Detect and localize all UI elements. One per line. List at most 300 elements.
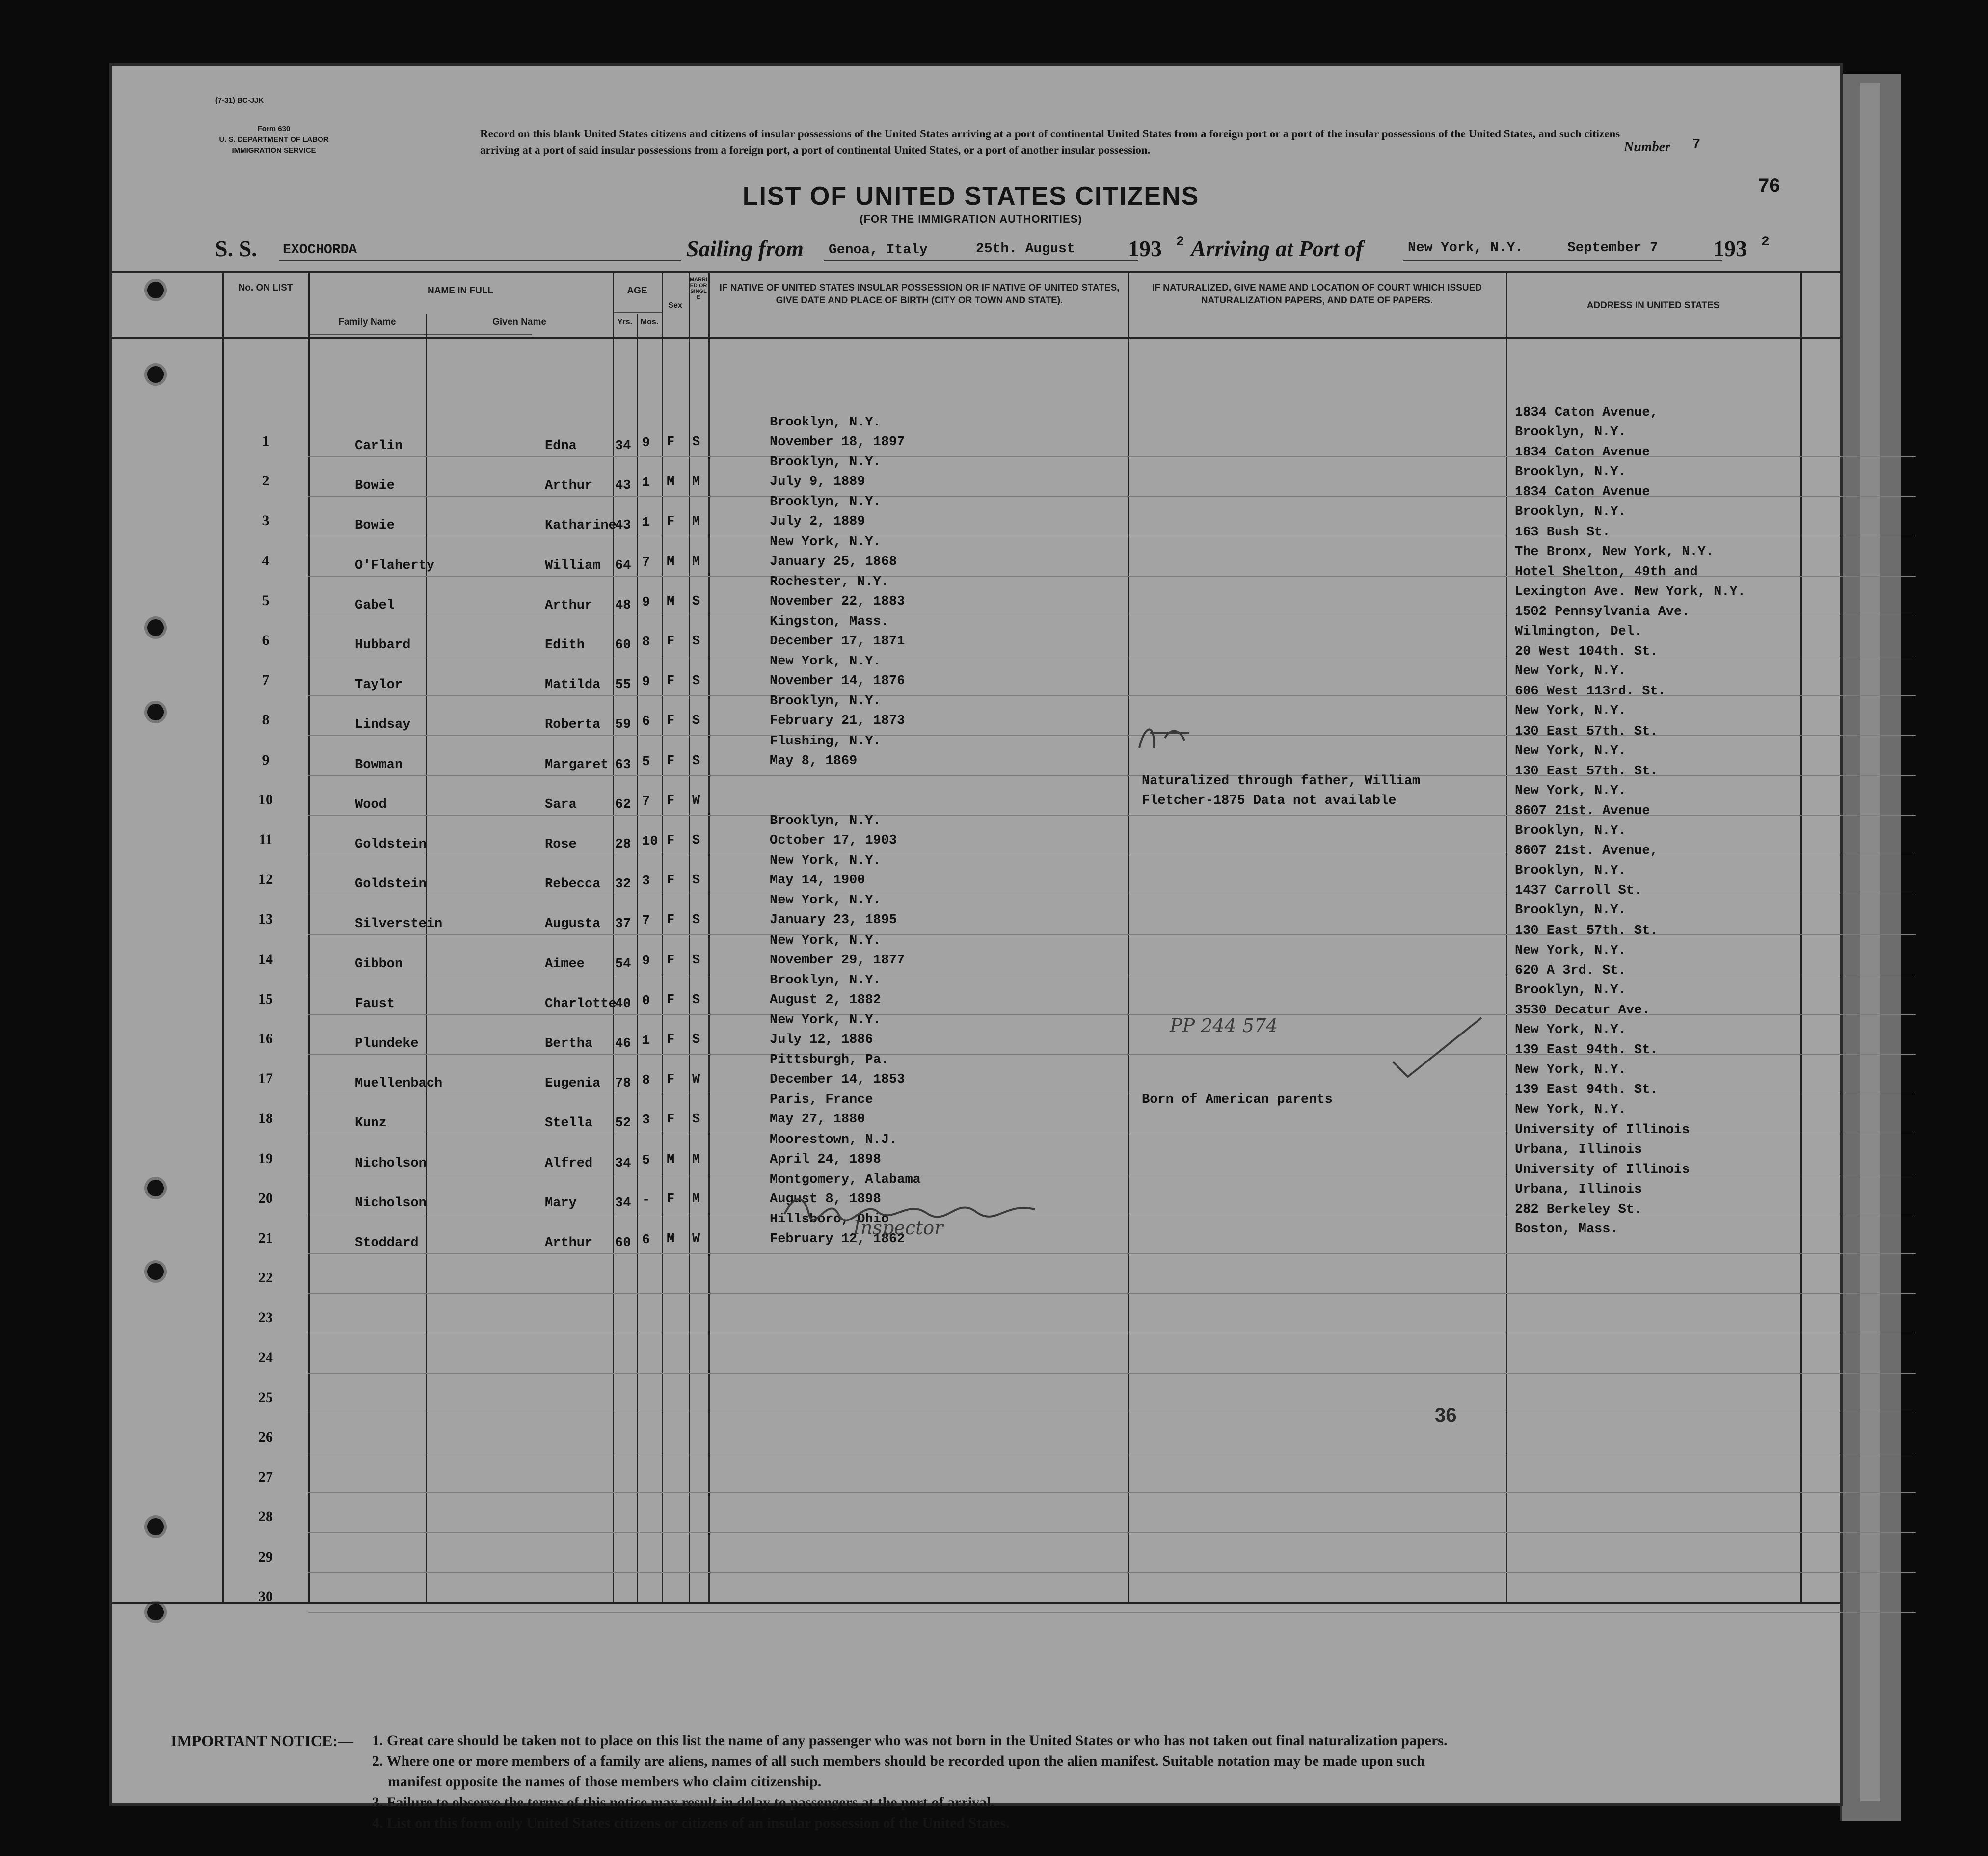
age-months-cell: 9	[642, 675, 650, 690]
age-years-cell: 55	[615, 678, 631, 693]
row-rule	[308, 1014, 1916, 1015]
age-months-cell: 9	[642, 954, 650, 969]
row-rule	[308, 1293, 1916, 1294]
age-months-cell: 8	[642, 635, 650, 650]
notice-item-2: 2. Where one or more members of a family are aliens, names of all such members should be recorded upon the alien manifest. Suitable notation may be made upon such	[372, 1753, 1425, 1769]
birth-date-cell: November 29, 1877	[770, 953, 905, 968]
sex-cell: M	[667, 554, 675, 569]
row-number: 19	[258, 1150, 273, 1167]
family-name-cell: Plundeke	[355, 1036, 419, 1051]
row-number: 25	[258, 1389, 273, 1405]
age-years-cell: 34	[615, 1195, 631, 1211]
given-name-cell: Edith	[545, 638, 585, 653]
col-divider	[308, 271, 310, 1602]
row-rule	[308, 815, 1916, 816]
age-months-cell: 0	[642, 993, 650, 1008]
name-subheader-rule	[308, 334, 532, 335]
row-number: 1	[262, 433, 269, 449]
page-number: 76	[1758, 175, 1780, 196]
sex-cell: F	[667, 435, 675, 450]
row-number: 7	[262, 672, 269, 689]
sex-cell: F	[667, 953, 675, 968]
marital-status-cell: S	[692, 1033, 700, 1047]
sex-cell: F	[667, 793, 675, 808]
sex-cell: F	[667, 873, 675, 888]
adjacent-page-edge-inner	[1860, 83, 1880, 1801]
sex-cell: M	[667, 475, 675, 490]
birth-date-cell: January 25, 1868	[770, 554, 897, 569]
page-title: LIST OF UNITED STATES CITIZENS	[742, 182, 1200, 211]
row-number: 6	[262, 632, 269, 648]
binder-hole	[147, 1180, 164, 1196]
header-mos: Mos.	[640, 318, 659, 326]
age-months-cell: 7	[642, 794, 650, 809]
row-number: 4	[262, 552, 269, 569]
row-number: 11	[258, 831, 273, 848]
sex-cell: M	[667, 1152, 675, 1167]
header-given-name: Given Name	[492, 317, 546, 327]
page-stamp: 36	[1435, 1405, 1457, 1426]
age-months-cell: 1	[642, 515, 650, 530]
family-name-cell: Carlin	[355, 439, 403, 453]
given-name-cell: Aimee	[545, 956, 585, 972]
sex-cell: F	[667, 992, 675, 1008]
age-years-cell: 40	[615, 996, 631, 1011]
birth-date-cell: May 27, 1880	[770, 1112, 865, 1127]
address-line-1-cell: 139 East 94th. St.	[1515, 1083, 1658, 1098]
marital-status-cell: S	[692, 953, 700, 968]
birth-date-cell: May 14, 1900	[770, 873, 865, 888]
age-years-cell: 34	[615, 1156, 631, 1171]
age-years-cell: 48	[615, 598, 631, 613]
row-number: 24	[258, 1349, 273, 1366]
row-number: 22	[258, 1270, 273, 1286]
given-name-cell: Katharine	[545, 518, 617, 533]
ship-name: EXOCHORDA	[283, 242, 357, 258]
given-name-cell: Eugenia	[545, 1076, 601, 1091]
sail-year-prefix: 193	[1128, 236, 1162, 261]
row-number: 15	[258, 990, 273, 1007]
notice-item-4: 4. List on this form only United States citizens or citizens of an insular possession of the United States.	[372, 1815, 1010, 1831]
row-number: 3	[262, 512, 269, 529]
row-number: 13	[258, 911, 273, 928]
marital-status-cell: S	[692, 435, 700, 450]
address-line-2-cell: Brooklyn, N.Y.	[1515, 504, 1626, 520]
birth-date-cell: July 9, 1889	[770, 475, 865, 490]
family-name-cell: Faust	[355, 996, 395, 1011]
row-number: 8	[262, 712, 269, 728]
arrival-year-prefix: 193	[1713, 236, 1747, 261]
age-years-cell: 60	[615, 638, 631, 653]
sex-cell: F	[667, 1033, 675, 1047]
address-line-2-cell: New York, N.Y.	[1515, 943, 1626, 958]
address-line-2-cell: New York, N.Y.	[1515, 704, 1626, 719]
header-name-in-full: NAME IN FULL	[427, 286, 494, 296]
row-number: 16	[258, 1031, 273, 1047]
given-name-cell: Rose	[545, 837, 577, 852]
family-name-cell: Bowie	[355, 478, 395, 494]
age-years-cell: 43	[615, 478, 631, 494]
sex-cell: F	[667, 753, 675, 769]
birth-date-cell: December 17, 1871	[770, 634, 905, 649]
birth-place-cell: Brooklyn, N.Y.	[770, 495, 881, 510]
record-instructions: Record on this blank United States citizens and citizens of insular possessions of the United States arriving at a port of continental United States from a foreign port or a port of the insular possessions of the United States, and such citizens arriving at a port of said insular possessions from a foreign port, a port of continental United States, or a port of another insular possession.	[480, 128, 1620, 156]
age-months-cell: 5	[642, 1153, 650, 1168]
family-name-cell: Hubbard	[355, 638, 411, 653]
binder-hole	[147, 366, 164, 383]
row-number: 21	[258, 1230, 273, 1246]
age-months-cell: 1	[642, 476, 650, 491]
number-value: 7	[1692, 137, 1701, 152]
address-line-1-cell: 139 East 94th. St.	[1515, 1043, 1658, 1058]
col-divider	[662, 271, 663, 1602]
given-name-cell: Mary	[545, 1195, 577, 1211]
arrival-date: September 7	[1567, 240, 1658, 256]
row-rule	[308, 695, 1916, 696]
table-top-border	[112, 271, 1840, 273]
family-name-cell: Bowie	[355, 518, 395, 533]
birth-date-cell: April 24, 1898	[770, 1152, 881, 1167]
row-number: 28	[258, 1509, 273, 1525]
row-number: 30	[258, 1588, 273, 1605]
given-name-cell: Augusta	[545, 917, 601, 932]
family-name-cell: Goldstein	[355, 837, 427, 852]
address-line-1-cell: 1834 Caton Avenue	[1515, 445, 1650, 460]
birth-place-cell: Brooklyn, N.Y.	[770, 415, 881, 430]
age-years-cell: 54	[615, 956, 631, 972]
age-months-cell: 7	[642, 555, 650, 570]
given-name-cell: William	[545, 558, 601, 573]
address-line-2-cell: Brooklyn, N.Y.	[1515, 903, 1626, 918]
col-divider	[637, 314, 638, 1602]
address-line-2-cell: Boston, Mass.	[1515, 1222, 1618, 1237]
address-line-1-cell: 3530 Decatur Ave.	[1515, 1003, 1650, 1018]
given-name-cell: Rebecca	[545, 877, 601, 892]
given-name-cell: Roberta	[545, 717, 601, 733]
given-name-cell: Matilda	[545, 678, 601, 693]
age-years-cell: 34	[615, 439, 631, 453]
binder-hole	[147, 1604, 164, 1620]
family-name-cell: Nicholson	[355, 1195, 427, 1211]
given-name-cell: Bertha	[545, 1036, 593, 1051]
row-number: 2	[262, 473, 269, 489]
header-address: ADDRESS IN UNITED STATES	[1586, 300, 1720, 311]
birth-place-cell: Montgomery, Alabama	[770, 1172, 921, 1187]
age-months-cell: 5	[642, 754, 650, 769]
age-months-cell: 6	[642, 1233, 650, 1247]
sex-cell: F	[667, 714, 675, 729]
sex-cell: F	[667, 1112, 675, 1127]
row-number: 29	[258, 1548, 273, 1565]
row-number: 5	[262, 592, 269, 609]
age-years-cell: 63	[615, 757, 631, 772]
arrival-underline	[1403, 260, 1722, 261]
row-rule	[308, 1572, 1916, 1573]
row-rule	[308, 1054, 1916, 1055]
family-name-cell: Silverstein	[355, 917, 443, 932]
age-months-cell: 9	[642, 595, 650, 610]
header-no-on-list: No. ON LIST	[238, 283, 293, 293]
header-married-single: MARRIED OR SINGLE	[689, 277, 708, 300]
address-line-2-cell: New York, N.Y.	[1515, 743, 1626, 759]
given-name-cell: Arthur	[545, 598, 593, 613]
sex-cell: F	[667, 1192, 675, 1207]
family-name-cell: Nicholson	[355, 1156, 427, 1171]
sex-cell: F	[667, 514, 675, 530]
age-months-cell: 3	[642, 874, 650, 889]
address-line-1-cell: 620 A 3rd. St.	[1515, 963, 1626, 978]
row-rule	[308, 934, 1916, 935]
address-line-2-cell: Brooklyn, N.Y.	[1515, 823, 1626, 838]
marital-status-cell: S	[692, 1112, 700, 1127]
address-line-1-cell: University of Illinois	[1515, 1122, 1690, 1138]
age-years-cell: 59	[615, 717, 631, 733]
address-line-1-cell: 130 East 57th. St.	[1515, 724, 1658, 739]
family-name-cell: Bowman	[355, 757, 403, 772]
row-rule	[308, 775, 1916, 776]
sex-cell: F	[667, 634, 675, 649]
birth-place-cell: Pittsburgh, Pa.	[770, 1053, 889, 1068]
col-divider	[222, 271, 224, 1602]
address-line-1-cell: 1437 Carroll St.	[1515, 883, 1642, 899]
address-line-2-cell: New York, N.Y.	[1515, 1023, 1626, 1037]
age-months-cell: 10	[642, 834, 658, 849]
address-line-1-cell: University of Illinois	[1515, 1162, 1690, 1177]
address-line-2-cell: Wilmington, Del.	[1515, 624, 1642, 639]
birth-date-cell: August 8, 1898	[770, 1192, 881, 1207]
birth-place-cell: New York, N.Y.	[770, 1013, 881, 1028]
address-line-2-cell: Urbana, Illinois	[1515, 1142, 1642, 1157]
marital-status-cell: S	[692, 913, 700, 928]
family-name-cell: Kunz	[355, 1116, 387, 1131]
birth-place-cell: New York, N.Y.	[770, 534, 881, 550]
number-label: Number	[1624, 139, 1670, 155]
family-name-cell: Goldstein	[355, 877, 427, 892]
birth-place-cell: Moorestown, N.J.	[770, 1132, 897, 1147]
row-number: 27	[258, 1469, 273, 1485]
col-divider	[1506, 271, 1507, 1602]
naturalization-cell: Born of American parents	[1142, 1092, 1333, 1108]
row-number: 23	[258, 1309, 273, 1326]
col-divider	[689, 271, 690, 1602]
col-divider	[1128, 271, 1129, 1602]
marital-status-cell: S	[692, 873, 700, 888]
row-rule	[308, 1612, 1916, 1613]
department: U. S. DEPARTMENT OF LABOR	[219, 135, 329, 144]
from-port: Genoa, Italy	[829, 242, 928, 258]
birth-date-cell: February 21, 1873	[770, 714, 905, 729]
row-number: 14	[258, 951, 273, 967]
notice-body	[372, 1730, 1796, 1833]
check-mark	[1388, 1013, 1486, 1082]
header-age: AGE	[627, 286, 647, 296]
header-bottom-border	[112, 337, 1840, 339]
age-months-cell: 9	[642, 436, 650, 451]
from-underline	[824, 260, 1138, 261]
address-line-2-cell: Brooklyn, N.Y.	[1515, 465, 1626, 480]
age-months-cell: 6	[642, 715, 650, 730]
birth-place-cell: Brooklyn, N.Y.	[770, 814, 881, 828]
marital-status-cell: S	[692, 634, 700, 649]
age-years-cell: 37	[615, 917, 631, 932]
age-years-cell: 52	[615, 1116, 631, 1131]
address-line-2-cell: New York, N.Y.	[1515, 783, 1626, 798]
birth-place-cell: Paris, France	[770, 1092, 873, 1108]
age-months-cell: 1	[642, 1034, 650, 1048]
address-line-1-cell: 1502 Pennsylvania Ave.	[1515, 605, 1690, 619]
notice-label: IMPORTANT NOTICE:—	[171, 1732, 353, 1750]
row-rule	[308, 1373, 1916, 1374]
sail-date: 25th. August	[976, 241, 1075, 257]
address-line-1-cell: 1834 Caton Avenue,	[1515, 405, 1658, 420]
age-years-cell: 78	[615, 1076, 631, 1091]
address-line-2-cell: New York, N.Y.	[1515, 1102, 1626, 1117]
row-rule	[308, 1253, 1916, 1254]
row-number: 12	[258, 871, 273, 888]
given-name-cell: Sara	[545, 797, 577, 812]
family-name-cell: Lindsay	[355, 717, 411, 733]
birth-place-cell: New York, N.Y.	[770, 853, 881, 869]
sex-cell: F	[667, 674, 675, 689]
birth-place-cell: New York, N.Y.	[770, 893, 881, 908]
given-name-cell: Alfred	[545, 1156, 593, 1171]
marital-status-cell: M	[692, 1192, 700, 1207]
binder-hole	[147, 619, 164, 636]
form-code: (7-31) BC-JJK	[215, 96, 264, 105]
age-months-cell: -	[642, 1193, 650, 1208]
col-divider	[613, 271, 614, 1602]
clerk-initials	[1135, 718, 1194, 760]
sex-cell: F	[667, 1072, 675, 1087]
binder-hole	[147, 704, 164, 720]
family-name-cell: Muellenbach	[355, 1076, 443, 1091]
age-months-cell: 3	[642, 1113, 650, 1128]
marital-status-cell: W	[692, 1232, 700, 1246]
marital-status-cell: S	[692, 833, 700, 848]
birth-place-cell: Hillsboro, Ohio	[770, 1212, 889, 1227]
family-name-cell: Gabel	[355, 598, 395, 613]
family-name-cell: Wood	[355, 797, 387, 812]
address-line-1-cell: 1834 Caton Avenue	[1515, 485, 1650, 500]
row-number: 26	[258, 1429, 273, 1445]
table-bottom-border	[112, 1602, 1840, 1604]
birth-date-cell: July 2, 1889	[770, 514, 865, 530]
given-name-cell: Charlotte	[545, 996, 617, 1011]
marital-status-cell: S	[692, 753, 700, 769]
given-name-cell: Arthur	[545, 1236, 593, 1250]
address-line-2-cell: The Bronx, New York, N.Y.	[1515, 544, 1714, 559]
marital-status-cell: S	[692, 674, 700, 689]
given-name-cell: Arthur	[545, 478, 593, 494]
notice-item-3: 3. Failure to observe the terms of this notice may result in delay to passengers at the port of arrival.	[372, 1794, 994, 1810]
row-rule	[308, 1532, 1916, 1533]
age-years-cell: 64	[615, 558, 631, 573]
family-name-cell: Stoddard	[355, 1236, 419, 1250]
birth-place-cell: New York, N.Y.	[770, 933, 881, 948]
naturalization-cell: Naturalized through father, William	[1142, 773, 1421, 789]
certificate-number: PP 244 574	[1170, 1015, 1278, 1036]
address-line-1-cell: 8607 21st. Avenue	[1515, 804, 1650, 819]
address-line-1-cell: 163 Bush St.	[1515, 525, 1611, 540]
header-yrs: Yrs.	[617, 318, 633, 326]
age-years-cell: 46	[615, 1036, 631, 1051]
sex-cell: M	[667, 594, 675, 609]
address-line-1-cell: 8607 21st. Avenue,	[1515, 844, 1658, 859]
notice-item-1: 1. Great care should be taken not to place on this list the name of any passenger who was not born in the United States or who has not taken out final naturalization papers.	[372, 1732, 1448, 1749]
naturalization-cell-2: Fletcher-1875 Data not available	[1142, 793, 1397, 808]
ss-label: S. S.	[215, 236, 257, 261]
age-years-cell: 32	[615, 877, 631, 892]
row-number: 18	[258, 1110, 273, 1127]
birth-date-cell: November 18, 1897	[770, 435, 905, 450]
header-naturalized: IF NATURALIZED, GIVE NAME AND LOCATION OF COURT WHICH ISSUED NATURALIZATION PAPERS, AND DATE OF PAPERS.	[1152, 283, 1482, 306]
birth-date-cell: October 17, 1903	[770, 833, 897, 848]
form-number: Form 630	[257, 125, 291, 133]
binder-hole	[147, 1518, 164, 1535]
page-subtitle: (FOR THE IMMIGRATION AUTHORITIES)	[860, 213, 1082, 225]
sail-year-digit: 2	[1176, 235, 1184, 250]
address-line-2-cell: Lexington Ave. New York, N.Y.	[1515, 584, 1746, 599]
row-number: 20	[258, 1190, 273, 1206]
address-line-2-cell: Brooklyn, N.Y.	[1515, 425, 1626, 440]
address-line-1-cell: 130 East 57th. St.	[1515, 923, 1658, 938]
birth-date-cell: November 14, 1876	[770, 674, 905, 689]
manifest-page: (7-31) BC-JJK Form 630 U. S. DEPARTMENT OF LABOR IMMIGRATION SERVICE Record on this blank United States citizens and citizens of insular possessions of the United States arriving at a port of continental United States from a foreign port or a port of the insular possessions of the United States, and such citizens arriving at a port of said insular possessions from a foreign port, a port of continental United States, or a port of another insular possession. Number 7 76 LIST OF UNITED STATES CITIZENS (FOR THE IMMIGRATION AUTHORITIES) S. S. EXOCHORDA Sailing from Genoa, Italy 25th. August 193 2 Arriving at Port of New York, N.Y. September 7 193 2 No. ON LIST NAME IN FULL Family Name Given Name AGE Yrs. Mos. Sex MARRIED OR SINGLE IF NATIVE OF UNITED STATES INSULAR POSSESSION OR IF NATIVE OF UNITED STATES, GIVE DATE AND PLACE OF BIRTH (CITY OR TOWN AND STATE). IF NATURALIZED, GIVE NAME AND LOCATION OF COURT WHICH ISSUED NATURALIZATION PAPERS, AND DATE OF PAPERS. ADDRESS IN UNITED STATES 1 Carlin Edna 34 9 F S Brooklyn, N.Y. November 18, 1897 1834 Caton Avenue, Brooklyn, N.Y. 2 Bowie Arthur 43 1 M M Brooklyn, N.Y. July 9, 1889 1834 Caton Avenue Brooklyn, N.Y. 3 Bowie Katharine 43 1 F M Brooklyn, N.Y. July 2, 1889 1834 Caton Avenue Brooklyn, N.Y. 4 O'Flaherty William 64 7 M M New York, N.Y. January 25, 1868 163 Bush St. The Bronx, New York, N.Y. 5 Gabel Arthur 48 9 M S Rochester, N.Y. November 22, 1883 Hotel Shelton, 49th and Lexington Ave. New York, N.Y. 6 Hubbard Edith 60 8 F S Kingston, Mass. December 17, 1871 1502 Pennsylvania Ave. Wilmington, Del. 7 Taylor Matilda 55 9 F S New York, N.Y. November 14, 1876 20 West 104th. St. New York, N.Y. 8 Lindsay Roberta 59 6 F S Brooklyn, N.Y. February 21, 1873 606 West 113rd. St. New York, N.Y. 9 Bowman Margaret 63 5 F S Flushing, N.Y. May 8, 1869 130 East 57th. St. New York, N.Y. 10 Wood Sara 62 7 F W 130 East 57th. St. New York, N.Y. Naturalized through father, William Fletcher-1875 Data not available 11 Goldstein Rose 28 10 F S Brooklyn, N.Y. October 17, 1903 8607 21st. Avenue Brooklyn, N.Y. 12 Goldstein Rebecca 32 3 F S New York, N.Y. May 14, 1900 8607 21st. Avenue, Brooklyn, N.Y. 13 Silverstein Augusta 37 7 F S New York, N.Y. January 23, 1895 1437 Carroll St. Brooklyn, N.Y. 14 Gibbon Aimee 54 9 F S New York, N.Y. November 29, 1877 130 East 57th. St. New York, N.Y. 15 Faust Charlotte 40 0 F S Brooklyn, N.Y. August 2, 1882 620 A 3rd. St. Brooklyn, N.Y. 16 Plundeke Bertha 46 1 F S New York, N.Y. July 12, 1886 3530 Decatur Ave. New York, N.Y. 17 Muellenbach Eugenia 78 8 F W Pittsburgh, Pa. December 14, 1853 139 East 94th. St. New York, N.Y. 18 Kunz Stella 52 3 F S Paris, France May 27, 1880 139 East 94th. St. New York, N.Y. Born of American parents 19 Nicholson Alfred 34 5 M M Moorestown, N.J. April 24, 1898 University of Illinois Urbana, Illinois 20 Nicholson Mary 34 - F M Montgomery, Alabama August 8, 1898 University of Illinois Urbana, Illinois 21 Stoddard Arthur 60 6 M W Hillsboro, Ohio February 12, 1862 282 Berkeley St. Boston, Mass. 22 23 24 25 26 27 28 29 30 Inspector PP 244 574 36 IMPORTANT NOTICE:— 1. Great care should be taken not to place on this list the name of any passenger who was not born in the United States or who has not taken out final naturalization papers. 2. Where one or more members of a family are aliens, names of all such members should be recorded upon the alien manifest. Suitable notation may be made upon such manifest opposite the names of those members who claim citizenship. 3. Failure to observe the terms of this notice may result in delay to passengers at the port of arrival. 4. List on this form only United States citizens or citizens of an insular possession of the United States.	[112, 66, 1840, 1803]
address-line-2-cell: Urbana, Illinois	[1515, 1182, 1642, 1197]
row-number: 10	[258, 791, 273, 808]
birth-place-cell: New York, N.Y.	[770, 654, 881, 669]
marital-status-cell: S	[692, 714, 700, 729]
age-months-cell: 8	[642, 1073, 650, 1088]
row-rule	[308, 456, 1916, 457]
age-years-cell: 62	[615, 797, 631, 812]
marital-status-cell: W	[692, 1072, 700, 1087]
family-name-cell: Taylor	[355, 678, 403, 693]
given-name-cell: Edna	[545, 439, 577, 453]
birth-date-cell: August 2, 1882	[770, 992, 881, 1008]
age-years-cell: 28	[615, 837, 631, 852]
header-sex: Sex	[668, 301, 682, 310]
col-divider	[1800, 271, 1802, 1602]
row-rule	[308, 735, 1916, 736]
ship-underline	[279, 260, 681, 261]
header-birth: IF NATIVE OF UNITED STATES INSULAR POSSESSION OR IF NATIVE OF UNITED STATES, GIVE DATE AND PLACE OF BIRTH (CITY OR TOWN AND STATE).	[719, 283, 1120, 306]
sailing-from-label: Sailing from	[686, 236, 804, 261]
birth-place-cell: Brooklyn, N.Y.	[770, 455, 881, 470]
arrival-year-digit: 2	[1761, 235, 1770, 250]
address-line-1-cell: 130 East 57th. St.	[1515, 764, 1658, 779]
col-divider	[426, 314, 427, 1602]
birth-place-cell: Brooklyn, N.Y.	[770, 973, 881, 988]
initials-scribble	[1135, 718, 1194, 758]
sex-cell: F	[667, 833, 675, 848]
signature-scribble	[779, 1190, 1054, 1224]
birth-date-cell: November 22, 1883	[770, 594, 905, 609]
sex-cell: M	[667, 1232, 675, 1246]
birth-date-cell: January 23, 1895	[770, 913, 897, 928]
birth-date-cell: February 12, 1862	[770, 1232, 905, 1246]
birth-date-cell: December 14, 1853	[770, 1072, 905, 1087]
binder-hole	[147, 1263, 164, 1280]
marital-status-cell: S	[692, 594, 700, 609]
address-line-2-cell: New York, N.Y.	[1515, 1062, 1626, 1078]
row-rule	[308, 496, 1916, 497]
service: IMMIGRATION SERVICE	[232, 146, 316, 155]
marital-status-cell: M	[692, 475, 700, 490]
binder-hole	[147, 282, 164, 298]
address-line-1-cell: 282 Berkeley St.	[1515, 1202, 1642, 1217]
header-family-name: Family Name	[338, 317, 396, 327]
